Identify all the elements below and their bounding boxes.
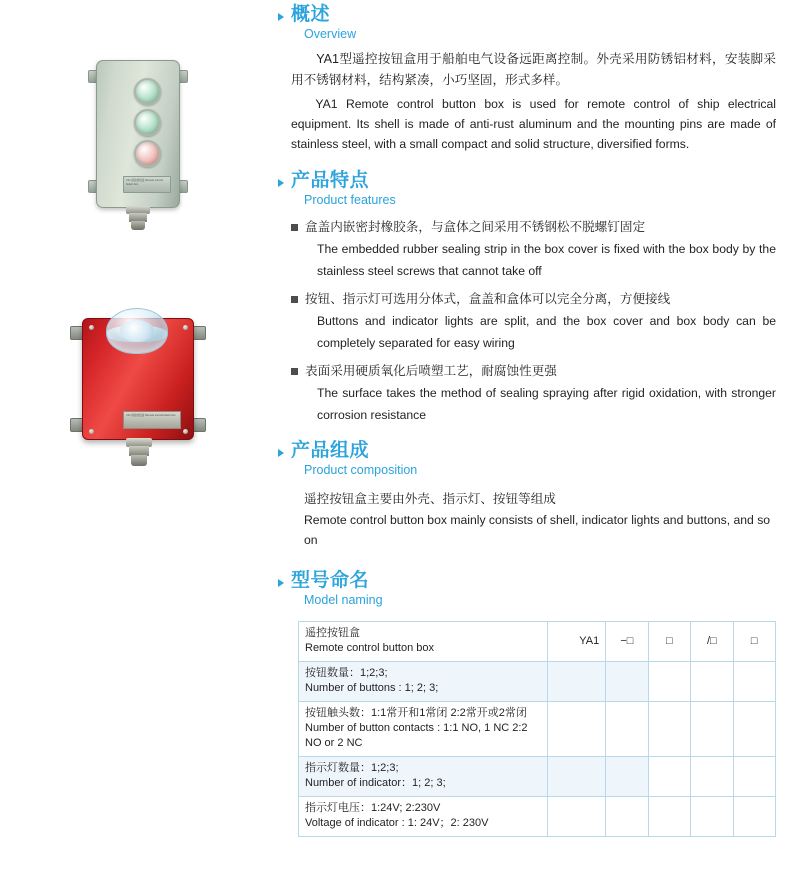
feature-cn-row: [291, 289, 776, 310]
model-code: [547, 757, 606, 797]
red-button-box-photo: [68, 300, 208, 490]
model-naming-table-wrapper: [298, 621, 776, 837]
composition-text-cn: 遥控按钮盒主要由外壳、指示灯、按钮等组成: [304, 492, 556, 506]
section-title-cn: 产品组成: [291, 440, 370, 461]
table-row: [299, 662, 776, 702]
triangle-bullet-icon: [278, 579, 284, 587]
cable-gland: [124, 438, 154, 468]
red-box-nameplate: YA1 遥控按钮盒 Remote control button box: [123, 411, 181, 429]
list-item: [291, 361, 776, 426]
model-naming-table: [298, 621, 776, 837]
square-bullet-icon: [291, 368, 298, 375]
model-code: [547, 797, 606, 837]
model-row-desc: [299, 702, 548, 757]
features-list: [291, 217, 776, 426]
desc-cn: 按钮触头数：1:1常开和1常闭 2:2常开或2常闭: [305, 707, 527, 719]
green-button-box-photo: [88, 52, 188, 222]
section-header-model-naming: [278, 568, 770, 594]
square-bullet-icon: [291, 224, 298, 231]
desc-cn: 遥控按钮盒: [305, 627, 360, 639]
feature-text-en: The embedded rubber sealing strip in the box cover is fixed with the box body by the stainless steel screws that cannot take off: [317, 242, 776, 278]
model-cell-1: [606, 757, 648, 797]
composition-text-en: Remote control button box mainly consists of shell, indicator lights and buttons, and so on: [304, 513, 771, 547]
section-title-en: Product features: [304, 193, 396, 207]
desc-cn: 指示灯数量：1;2;3;: [305, 762, 399, 774]
feature-text-en: Buttons and indicator lights are split, and the box cover and box body can be completely separated for easy wiring: [317, 314, 776, 350]
screw-icon: [183, 429, 188, 434]
list-item: [291, 217, 776, 282]
feature-text-cn: 表面采用硬质氧化后喷塑工艺，耐腐蚀性更强: [305, 364, 557, 378]
section-title-cn: 型号命名: [291, 570, 370, 591]
model-row-desc: [299, 757, 548, 797]
green-indicator-button-2: [134, 109, 161, 136]
model-cell-4: [733, 662, 775, 702]
table-row: [299, 702, 776, 757]
model-cell-4: [733, 757, 775, 797]
section-header-overview: [278, 2, 770, 28]
product-images-column: [0, 0, 278, 875]
desc-en: Number of indicator：1; 2; 3;: [305, 777, 446, 789]
dome-inner-lens: [120, 320, 154, 342]
model-cell-3: [691, 702, 733, 757]
table-row: [299, 797, 776, 837]
red-indicator-button-3: [134, 140, 161, 167]
model-cell-2: [648, 702, 690, 757]
section-title-cn: 概述: [291, 4, 331, 25]
triangle-bullet-icon: [278, 449, 284, 457]
model-row-desc: [299, 622, 548, 662]
section-title-cn: 产品特点: [291, 170, 370, 191]
desc-en: Voltage of indicator : 1: 24V；2: 230V: [305, 817, 489, 829]
green-box-nameplate: YA1 遥控按钮盒 Remote control button box: [123, 176, 171, 193]
triangle-bullet-icon: [278, 13, 284, 21]
feature-text-cn: 盒盖内嵌密封橡胶条，与盒体之间采用不锈钢松不脱螺钉固定: [305, 220, 646, 234]
content-column: [278, 0, 786, 875]
composition-body: [304, 489, 776, 550]
screw-icon: [89, 429, 94, 434]
model-cell-2: □: [648, 622, 690, 662]
feature-text-en: The surface takes the method of sealing spraying after rigid oxidation, with stronger corrosion resistance: [317, 386, 776, 422]
model-code: YA1: [547, 622, 606, 662]
model-cell-4: □: [733, 622, 775, 662]
model-cell-3: [691, 757, 733, 797]
green-box-body: [96, 60, 180, 208]
desc-cn: 指示灯电压：1:24V; 2:230V: [305, 802, 441, 814]
section-title-en: Overview: [304, 27, 357, 41]
table-row: [299, 757, 776, 797]
feature-cn-row: [291, 217, 776, 238]
section-title-en: Model naming: [304, 593, 383, 607]
model-cell-1: [606, 662, 648, 702]
model-cell-2: [648, 797, 690, 837]
feature-cn-row: [291, 361, 776, 382]
section-title-en: Product composition: [304, 463, 418, 477]
model-row-desc: [299, 662, 548, 702]
section-header-composition: [278, 438, 770, 464]
model-cell-1: [606, 702, 648, 757]
triangle-bullet-icon: [278, 179, 284, 187]
table-row: [299, 622, 776, 662]
model-cell-3: [691, 662, 733, 702]
section-header-features: [278, 168, 770, 194]
desc-en: Number of button contacts : 1:1 NO, 1 NC 2:2 NO or 2 NC: [305, 722, 528, 749]
overview-paragraph-en: YA1 Remote control button box is used for remote control of ship electrical equipment. Its shell is made of anti-rust aluminum and the mounting pins are made of stainless steel, with a small compact and solid structure, diversified forms.: [291, 97, 776, 151]
model-cell-3: [691, 797, 733, 837]
overview-paragraph-cn: YA1型遥控按钮盒用于船舶电气设备远距离控制。外壳采用防锈铝材料，安装脚采用不锈钢材料，结构紧凑，小巧坚固，形式多样。: [291, 52, 776, 87]
model-cell-1: [606, 797, 648, 837]
model-cell-4: [733, 702, 775, 757]
model-cell-2: [648, 757, 690, 797]
desc-cn: 按钮数量：1;2;3;: [305, 667, 388, 679]
model-cell-2: [648, 662, 690, 702]
model-cell-1: −□: [606, 622, 648, 662]
model-code: [547, 702, 606, 757]
screw-icon: [89, 325, 94, 330]
model-cell-3: /□: [691, 622, 733, 662]
model-code: [547, 662, 606, 702]
feature-text-cn: 按钮、指示灯可选用分体式，盒盖和盒体可以完全分离，方便接线: [305, 292, 671, 306]
list-item: [291, 289, 776, 354]
screw-icon: [183, 325, 188, 330]
model-cell-4: [733, 797, 775, 837]
cable-gland: [123, 206, 153, 232]
green-indicator-button-1: [134, 78, 161, 105]
desc-en: Number of buttons : 1; 2; 3;: [305, 682, 439, 694]
square-bullet-icon: [291, 296, 298, 303]
desc-en: Remote control button box: [305, 642, 435, 654]
model-row-desc: [299, 797, 548, 837]
